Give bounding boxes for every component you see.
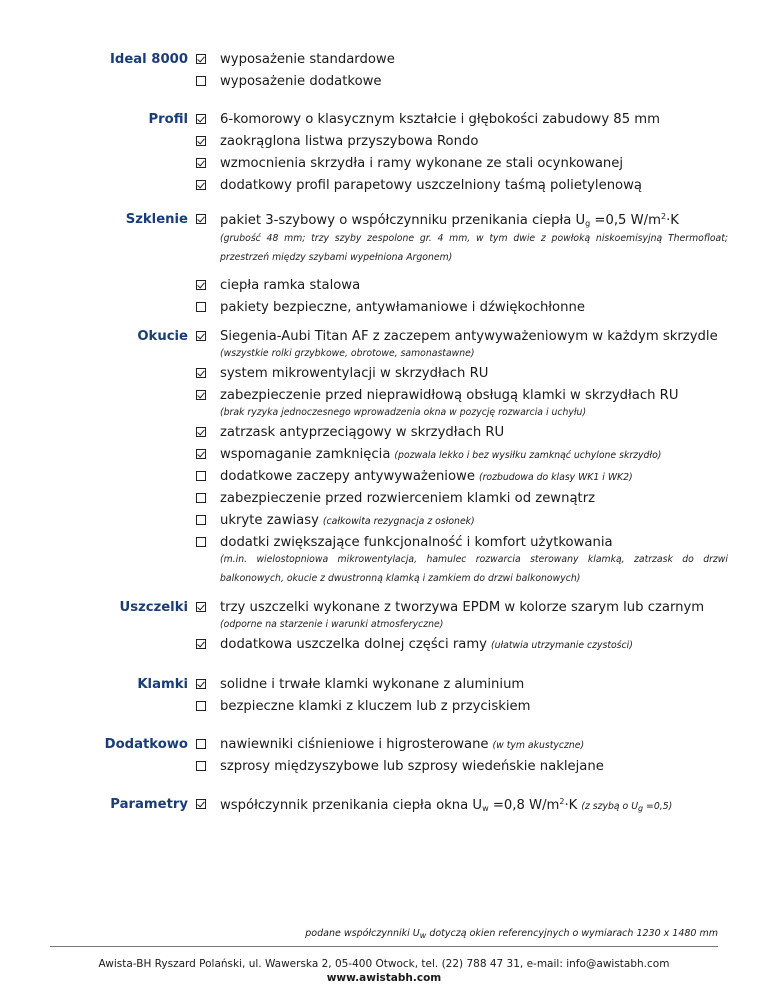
section-label: Ideal 8000: [109, 52, 188, 67]
item-note: (wszystkie rolki grzybkowe, obrotowe, samonastawne): [220, 348, 475, 359]
item-note: (brak ryzyka jednoczesnego wprowadzenia okna w pozycję rozwarcia i uchyłu): [220, 407, 587, 418]
item-inline-note: (całkowita rezygnacja z osłonek): [322, 516, 475, 527]
item-inline-note: (pozwala lekko i bez wysiłku zamknąć uchylone skrzydło): [394, 450, 662, 461]
item-text: pakiety bezpieczne, antywłamaniowe i dźwiękochłonne: [220, 300, 585, 315]
item-note: (m.in. wielostopniowa mikrowentylacja, hamulec rozwarcia sterowany klamką, zatrzask do drzwi balkonowych, okucie z dwustronną klamką i zamkiem do drzwi balkonowych): [220, 554, 728, 584]
item-text: wspomaganie zamknięcia (pozwala lekko i bez wysiłku zamknąć uchylone skrzydło): [220, 447, 662, 462]
item-inline-note: (z szybą o $U_g =0,5$): [581, 801, 673, 813]
item-text: pakiet 3-szybowy o współczynniku przenikania ciepła $U_g =0,5$ $W/m^2\cdot K$: [220, 212, 679, 228]
item-text: bezpieczne klamki z kluczem lub z przyciskiem: [220, 699, 531, 714]
section-label: Uszczelki: [119, 600, 188, 615]
item-inline-note: (rozbudowa do klasy WK1 i WK2): [478, 472, 633, 483]
empty-box-icon: [196, 739, 206, 749]
checked-box-icon: [196, 449, 206, 459]
checked-box-icon: [196, 331, 206, 341]
checked-box-icon: [196, 214, 206, 224]
item-text: wyposażenie dodatkowe: [220, 74, 382, 89]
item-text: trzy uszczelki wykonane z tworzywa EPDM w kolorze szarym lub czarnym: [220, 600, 705, 615]
empty-box-icon: [196, 302, 206, 312]
section-label: Profil: [148, 112, 188, 127]
empty-box-icon: [196, 515, 206, 525]
item-text: zaokrąglona listwa przyszybowa Rondo: [220, 134, 479, 149]
section-label: Dodatkowo: [104, 737, 188, 752]
checked-box-icon: [196, 799, 206, 809]
checked-box-icon: [196, 158, 206, 168]
item-note: (grubość 48 mm; trzy szyby zespolone gr. 4 mm, w tym dwie z powłoką niskoemisyjną Thermofloat; przestrzeń między szybami wypełniona Argonem): [220, 233, 728, 263]
checked-box-icon: [196, 180, 206, 190]
checked-box-icon: [196, 390, 206, 400]
checked-box-icon: [196, 639, 206, 649]
checked-box-icon: [196, 679, 206, 689]
checked-box-icon: [196, 368, 206, 378]
checked-box-icon: [196, 280, 206, 290]
checked-box-icon: [196, 136, 206, 146]
item-text: zabezpieczenie przed rozwierceniem klamki od zewnątrz: [220, 491, 596, 506]
empty-box-icon: [196, 76, 206, 86]
section-label: Szklenie: [125, 212, 188, 227]
section-label: Okucie: [137, 329, 188, 344]
empty-box-icon: [196, 537, 206, 547]
checked-box-icon: [196, 114, 206, 124]
item-text: zatrzask antyprzeciągowy w skrzydłach RU: [220, 425, 505, 440]
item-text: dodatki zwiększające funkcjonalność i komfort użytkowania: [220, 535, 613, 550]
footer-address: Awista-BH Ryszard Polański, ul. Wawerska 2, 05-400 Otwock, tel. (22) 788 47 31, e-mail: info@awistabh.com: [98, 958, 670, 970]
checked-box-icon: [196, 602, 206, 612]
item-text: nawiewniki ciśnieniowe i higrosterowane (w tym akustyczne): [220, 737, 585, 752]
item-note: (odporne na starzenie i warunki atmosferyczne): [220, 619, 444, 630]
item-text: wzmocnienia skrzydła i ramy wykonane ze stali ocynkowanej: [220, 156, 624, 171]
footer-divider: [50, 946, 718, 947]
item-inline-note: (w tym akustyczne): [492, 740, 585, 751]
item-text: Siegenia-Aubi Titan AF z zaczepem antywyważeniowym w każdym skrzydle: [220, 329, 718, 344]
checked-box-icon: [196, 427, 206, 437]
item-text: 6-komorowy o klasycznym kształcie i głębokości zabudowy 85 mm: [220, 112, 660, 127]
empty-box-icon: [196, 701, 206, 711]
item-text: system mikrowentylacji w skrzydłach RU: [220, 366, 489, 381]
empty-box-icon: [196, 761, 206, 771]
empty-box-icon: [196, 493, 206, 503]
item-text: ukryte zawiasy (całkowita rezygnacja z osłonek): [220, 513, 475, 528]
item-text: współczynnik przenikania ciepła okna $U_w =0,8$ $W/m^2\cdot K$ (z szybą o $U_g =0,5$): [220, 797, 673, 813]
footer-note: podane współczynniki $U_w$ dotyczą okien referencyjnych o wymiarach 1230 x 1480 mm: [305, 928, 718, 940]
item-text: solidne i trwałe klamki wykonane z aluminium: [220, 677, 525, 692]
empty-box-icon: [196, 471, 206, 481]
item-text: dodatkowe zaczepy antywyważeniowe (rozbudowa do klasy WK1 i WK2): [220, 469, 633, 484]
item-text: szprosy międzyszybowe lub szprosy wiedeńskie naklejane: [220, 759, 604, 774]
item-text: dodatkowy profil parapetowy uszczelniony taśmą polietylenową: [220, 178, 642, 193]
section-label: Klamki: [137, 677, 188, 692]
item-text: dodatkowa uszczelka dolnej części ramy (ułatwia utrzymanie czystości): [220, 637, 633, 652]
item-text: zabezpieczenie przed nieprawidłową obsługą klamki w skrzydłach RU: [220, 388, 679, 403]
checked-box-icon: [196, 54, 206, 64]
item-inline-note: (ułatwia utrzymanie czystości): [490, 640, 633, 651]
item-text: ciepła ramka stalowa: [220, 278, 361, 293]
item-text: wyposażenie standardowe: [220, 52, 395, 67]
section-label: Parametry: [110, 797, 188, 812]
footer-website-link[interactable]: www.awistabh.com: [326, 972, 442, 984]
